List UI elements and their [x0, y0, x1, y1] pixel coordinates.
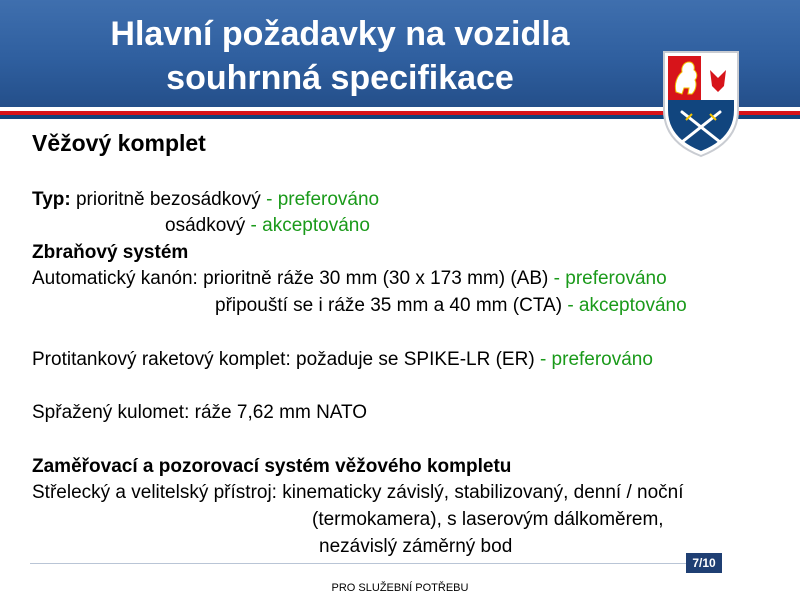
page-number-badge: 7/10	[686, 553, 722, 573]
sighting-heading: Zaměřovací a pozorovací systém věžového kompletu	[32, 456, 512, 477]
cannon-line2-text: připouští se i ráže 35 mm a 40 mm (CTA)	[215, 295, 568, 316]
atgm-line	[32, 348, 653, 372]
atgm-text: Protitankový raketový komplet: požaduje se SPIKE-LR (ER)	[32, 349, 540, 370]
cannon-line1-note: - preferováno	[553, 268, 667, 289]
slide-title	[40, 12, 640, 100]
typ-line2-text: osádkový	[165, 215, 251, 236]
section-title: Věžový komplet	[32, 130, 206, 156]
weapon-system-heading: Zbraňový systém	[32, 242, 189, 263]
footer-divider	[30, 563, 720, 564]
typ-line-1	[32, 188, 379, 212]
typ-line1-note: - preferováno	[266, 189, 380, 210]
sighting-line-2: (termokamera), s laserovým dálkoměrem,	[312, 509, 664, 530]
title-line-1: Hlavní požadavky na vozidla	[110, 15, 570, 53]
sighting-line-1: Střelecký a velitelský přístroj: kinematicky závislý, stabilizovaný, denní / noční	[32, 482, 684, 503]
typ-line1-text: prioritně bezosádkový	[70, 189, 267, 210]
classification-label: PRO SLUŽEBNÍ POTŘEBU	[331, 582, 469, 594]
title-line-2: souhrnná specifikace	[166, 59, 514, 97]
cannon-line1-text: Automatický kanón: prioritně ráže 30 mm (30 x 173 mm) (AB)	[32, 268, 554, 289]
cannon-line-2	[215, 294, 687, 318]
eagle-icon	[706, 64, 730, 96]
cannon-line2-note: - akceptováno	[567, 295, 687, 316]
cannon-line-1	[32, 267, 667, 291]
mg-line: Spřažený kulomet: ráže 7,62 mm NATO	[32, 402, 368, 423]
typ-label: Typ:	[32, 189, 71, 210]
typ-line-2	[165, 214, 370, 238]
typ-line2-note: - akceptováno	[250, 215, 370, 236]
coat-of-arms-emblem	[662, 50, 740, 158]
atgm-note: - preferováno	[539, 349, 653, 370]
sighting-line-3: nezávislý záměrný bod	[319, 536, 513, 557]
